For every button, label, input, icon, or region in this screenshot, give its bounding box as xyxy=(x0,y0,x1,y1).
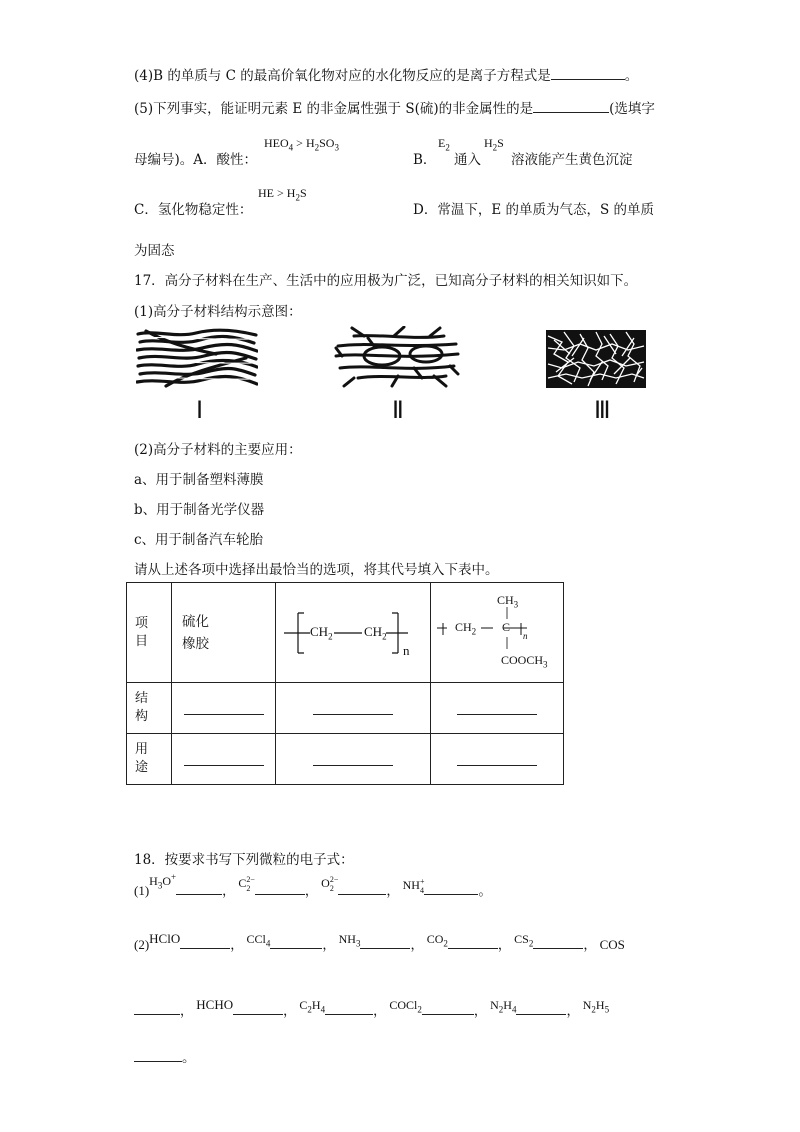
ch3-group: $CH_3$ xyxy=(497,593,519,610)
header-item-cell: 项 目 xyxy=(127,583,172,683)
q17-sub2: (2)高分子材料的主要应用： xyxy=(134,442,302,458)
ch2-group: $CH_2$ xyxy=(455,620,477,637)
answer-blank[interactable] xyxy=(516,1000,566,1015)
q16-part5-cont: 母编号)。A．酸性： xyxy=(134,152,258,168)
option-c-label: C．氢化物稳定性： xyxy=(134,202,253,218)
q18-title: 18．按要求书写下列微粒的电子式： xyxy=(134,852,354,868)
answer-blank[interactable] xyxy=(233,1000,283,1015)
option-d-cont: 为固态 xyxy=(134,243,175,259)
figure-label-1: Ⅰ xyxy=(196,398,204,424)
structure-blank-1[interactable] xyxy=(172,683,276,734)
q16-part5-text: (5)下列事实，能证明元素 E 的非金属性强于 S(硫)的非金属性的是 xyxy=(134,101,534,117)
polymer-table xyxy=(126,582,564,785)
option-a-formula: $HEO_4 > H_2SO_3$ xyxy=(264,136,339,153)
q16-part5 xyxy=(134,97,655,117)
repeat-n: n xyxy=(403,643,410,658)
use-item-b: b、用于制备光学仪器 xyxy=(134,502,265,518)
q16-part4 xyxy=(134,64,638,84)
header-polyethylene-cell xyxy=(276,583,431,683)
polyethylene-structure xyxy=(276,583,430,682)
answer-blank[interactable] xyxy=(448,934,498,949)
branched-polymer-figure xyxy=(334,326,460,388)
option-d-text: D．常温下，E 的单质为气态，S 的单质 xyxy=(413,202,655,218)
option-b-e2: $E_2$ xyxy=(438,136,450,153)
q18-line2: (2)HClO ， CCl$_4$ ， $NH_3$ ， $CO_2$ ， $CS_2$ ， COS xyxy=(134,931,625,952)
header-pmma-cell xyxy=(431,583,564,683)
answer-blank[interactable] xyxy=(176,880,222,895)
row-structure-head: 结 构 xyxy=(127,683,172,734)
ch2-left: $CH_2$ xyxy=(310,624,333,642)
q18-line4: 。 xyxy=(134,1046,196,1066)
q18-line1: $(1)H_3O^+$， C 2− 2 ， O 2− 2 ， NH + 4 。 xyxy=(134,872,492,898)
network-polymer-figure xyxy=(544,328,648,390)
answer-blank[interactable] xyxy=(360,934,410,949)
figure-label-2: Ⅱ xyxy=(392,398,404,424)
use-item-c: c、用于制备汽车轮胎 xyxy=(134,532,264,548)
use-blank-2[interactable] xyxy=(276,734,431,785)
figure-label-3: Ⅲ xyxy=(594,398,611,424)
q16-part5-end: (选填字 xyxy=(609,101,655,117)
structure-blank-2[interactable] xyxy=(276,683,431,734)
answer-blank[interactable] xyxy=(551,65,625,80)
option-c-formula: HE > $H_2S$ xyxy=(258,186,307,203)
q17-title: 17．高分子材料在生产、生活中的应用极为广泛，已知高分子材料的相关知识如下。 xyxy=(134,273,638,289)
repeat-n: n xyxy=(523,631,528,641)
use-item-a: a、用于制备塑料薄膜 xyxy=(134,472,264,488)
answer-blank[interactable] xyxy=(270,934,322,949)
answer-blank[interactable] xyxy=(422,1000,474,1015)
option-b-text1: 通入 xyxy=(454,152,481,168)
option-b-text2: 溶液能产生黄色沉淀 xyxy=(511,152,633,168)
option-b-h2s: $H_2S$ xyxy=(484,136,504,153)
use-blank-1[interactable] xyxy=(172,734,276,785)
answer-blank[interactable] xyxy=(134,1047,182,1062)
q16-part4-text: (4)B 的单质与 C 的最高价氧化物对应的水化物反应的是离子方程式是 xyxy=(134,68,551,84)
linear-polymer-figure xyxy=(136,328,258,390)
use-blank-3[interactable] xyxy=(431,734,564,785)
answer-blank[interactable] xyxy=(533,98,609,113)
q16-part4-end: 。 xyxy=(624,68,639,84)
answer-blank[interactable] xyxy=(424,880,478,895)
row-use-head: 用 途 xyxy=(127,734,172,785)
ch2-right: $CH_2$ xyxy=(364,624,387,642)
option-b-label: B． xyxy=(413,152,437,168)
answer-blank[interactable] xyxy=(338,880,386,895)
q17-sub1: (1)高分子材料结构示意图： xyxy=(134,304,302,320)
answer-blank[interactable] xyxy=(180,934,230,949)
q17-instruction: 请从上述各项中选择出最恰当的选项，将其代号填入下表中。 xyxy=(134,562,499,578)
answer-blank[interactable] xyxy=(325,1000,373,1015)
c-atom: C xyxy=(502,620,511,634)
ester-group: $COOCH_3$ xyxy=(501,653,548,670)
answer-blank[interactable] xyxy=(134,1000,180,1015)
answer-blank[interactable] xyxy=(255,880,305,895)
q18-line3: ， HCHO ， $C_2H_4$ ， COCl$_2$ ， $N_2H_4$ ， $N_2H_5$ xyxy=(134,1000,609,1019)
structure-blank-3[interactable] xyxy=(431,683,564,734)
header-rubber-cell: 硫化 橡胶 xyxy=(172,583,276,683)
answer-blank[interactable] xyxy=(533,934,583,949)
